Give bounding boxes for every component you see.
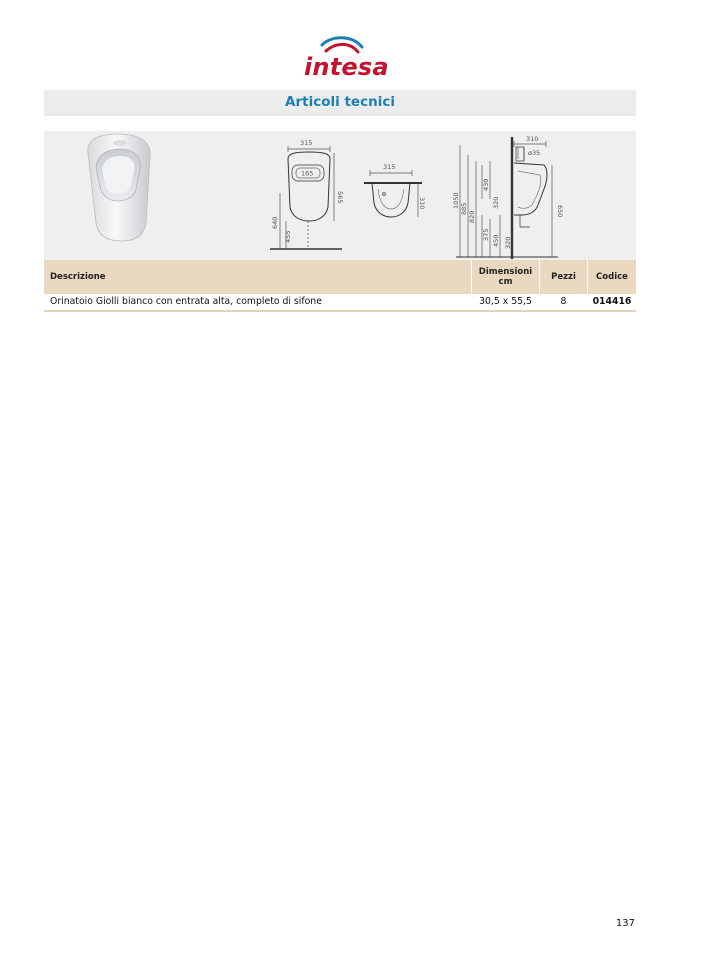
front-mount-label: 640	[271, 216, 279, 229]
side-h2-label: 820	[468, 210, 476, 223]
header-dimensioni-line1: Dimensioni	[478, 267, 533, 277]
top-depth-label: 310	[418, 197, 426, 210]
header-dimensioni-line2: cm	[498, 277, 513, 287]
top-width-label: 315	[383, 163, 396, 171]
page-title: Articoli tecnici	[285, 94, 395, 110]
row-divider	[44, 310, 636, 312]
urinal-photo	[78, 131, 168, 247]
front-inner-label: 165	[301, 169, 314, 178]
side-h5-label: 375	[482, 228, 490, 241]
header-codice: Codice	[596, 272, 628, 282]
logo-text: intesa	[304, 53, 389, 81]
side-h4-label: 320	[492, 196, 500, 209]
header-descrizione: Descrizione	[50, 272, 106, 282]
front-width-label: 315	[300, 139, 313, 147]
front-view-drawing	[266, 137, 346, 257]
cell-dimensioni: 30,5 x 55,5	[479, 296, 532, 307]
side-h8-label: 650	[556, 205, 564, 218]
front-height-label: 565	[336, 191, 344, 204]
side-total-label: 1050	[452, 192, 460, 209]
side-view-drawing	[448, 135, 568, 259]
front-outlet-label: 455	[284, 230, 292, 243]
side-h7-label: 320	[504, 236, 512, 249]
product-figures	[44, 131, 636, 260]
side-h6-label: 450	[492, 234, 500, 247]
side-depth-label: 310	[526, 135, 539, 143]
cell-descrizione: Orinatoio Giolli bianco con entrata alta, completo di sifone	[50, 296, 322, 307]
header-pezzi: Pezzi	[551, 272, 576, 282]
section-title-bar	[44, 90, 636, 116]
top-view-drawing	[360, 161, 430, 231]
header-dimensioni	[472, 260, 539, 294]
intesa-logo	[300, 36, 389, 82]
table-row	[44, 295, 636, 309]
cell-codice: 014416	[592, 296, 632, 307]
page-number: 137	[615, 918, 635, 929]
table-header	[44, 260, 636, 294]
side-diameter-label: ø35	[528, 149, 541, 157]
cell-pezzi: 8	[560, 296, 567, 307]
side-h1-label: 885	[460, 202, 468, 215]
side-h3-label: 430	[482, 178, 490, 191]
